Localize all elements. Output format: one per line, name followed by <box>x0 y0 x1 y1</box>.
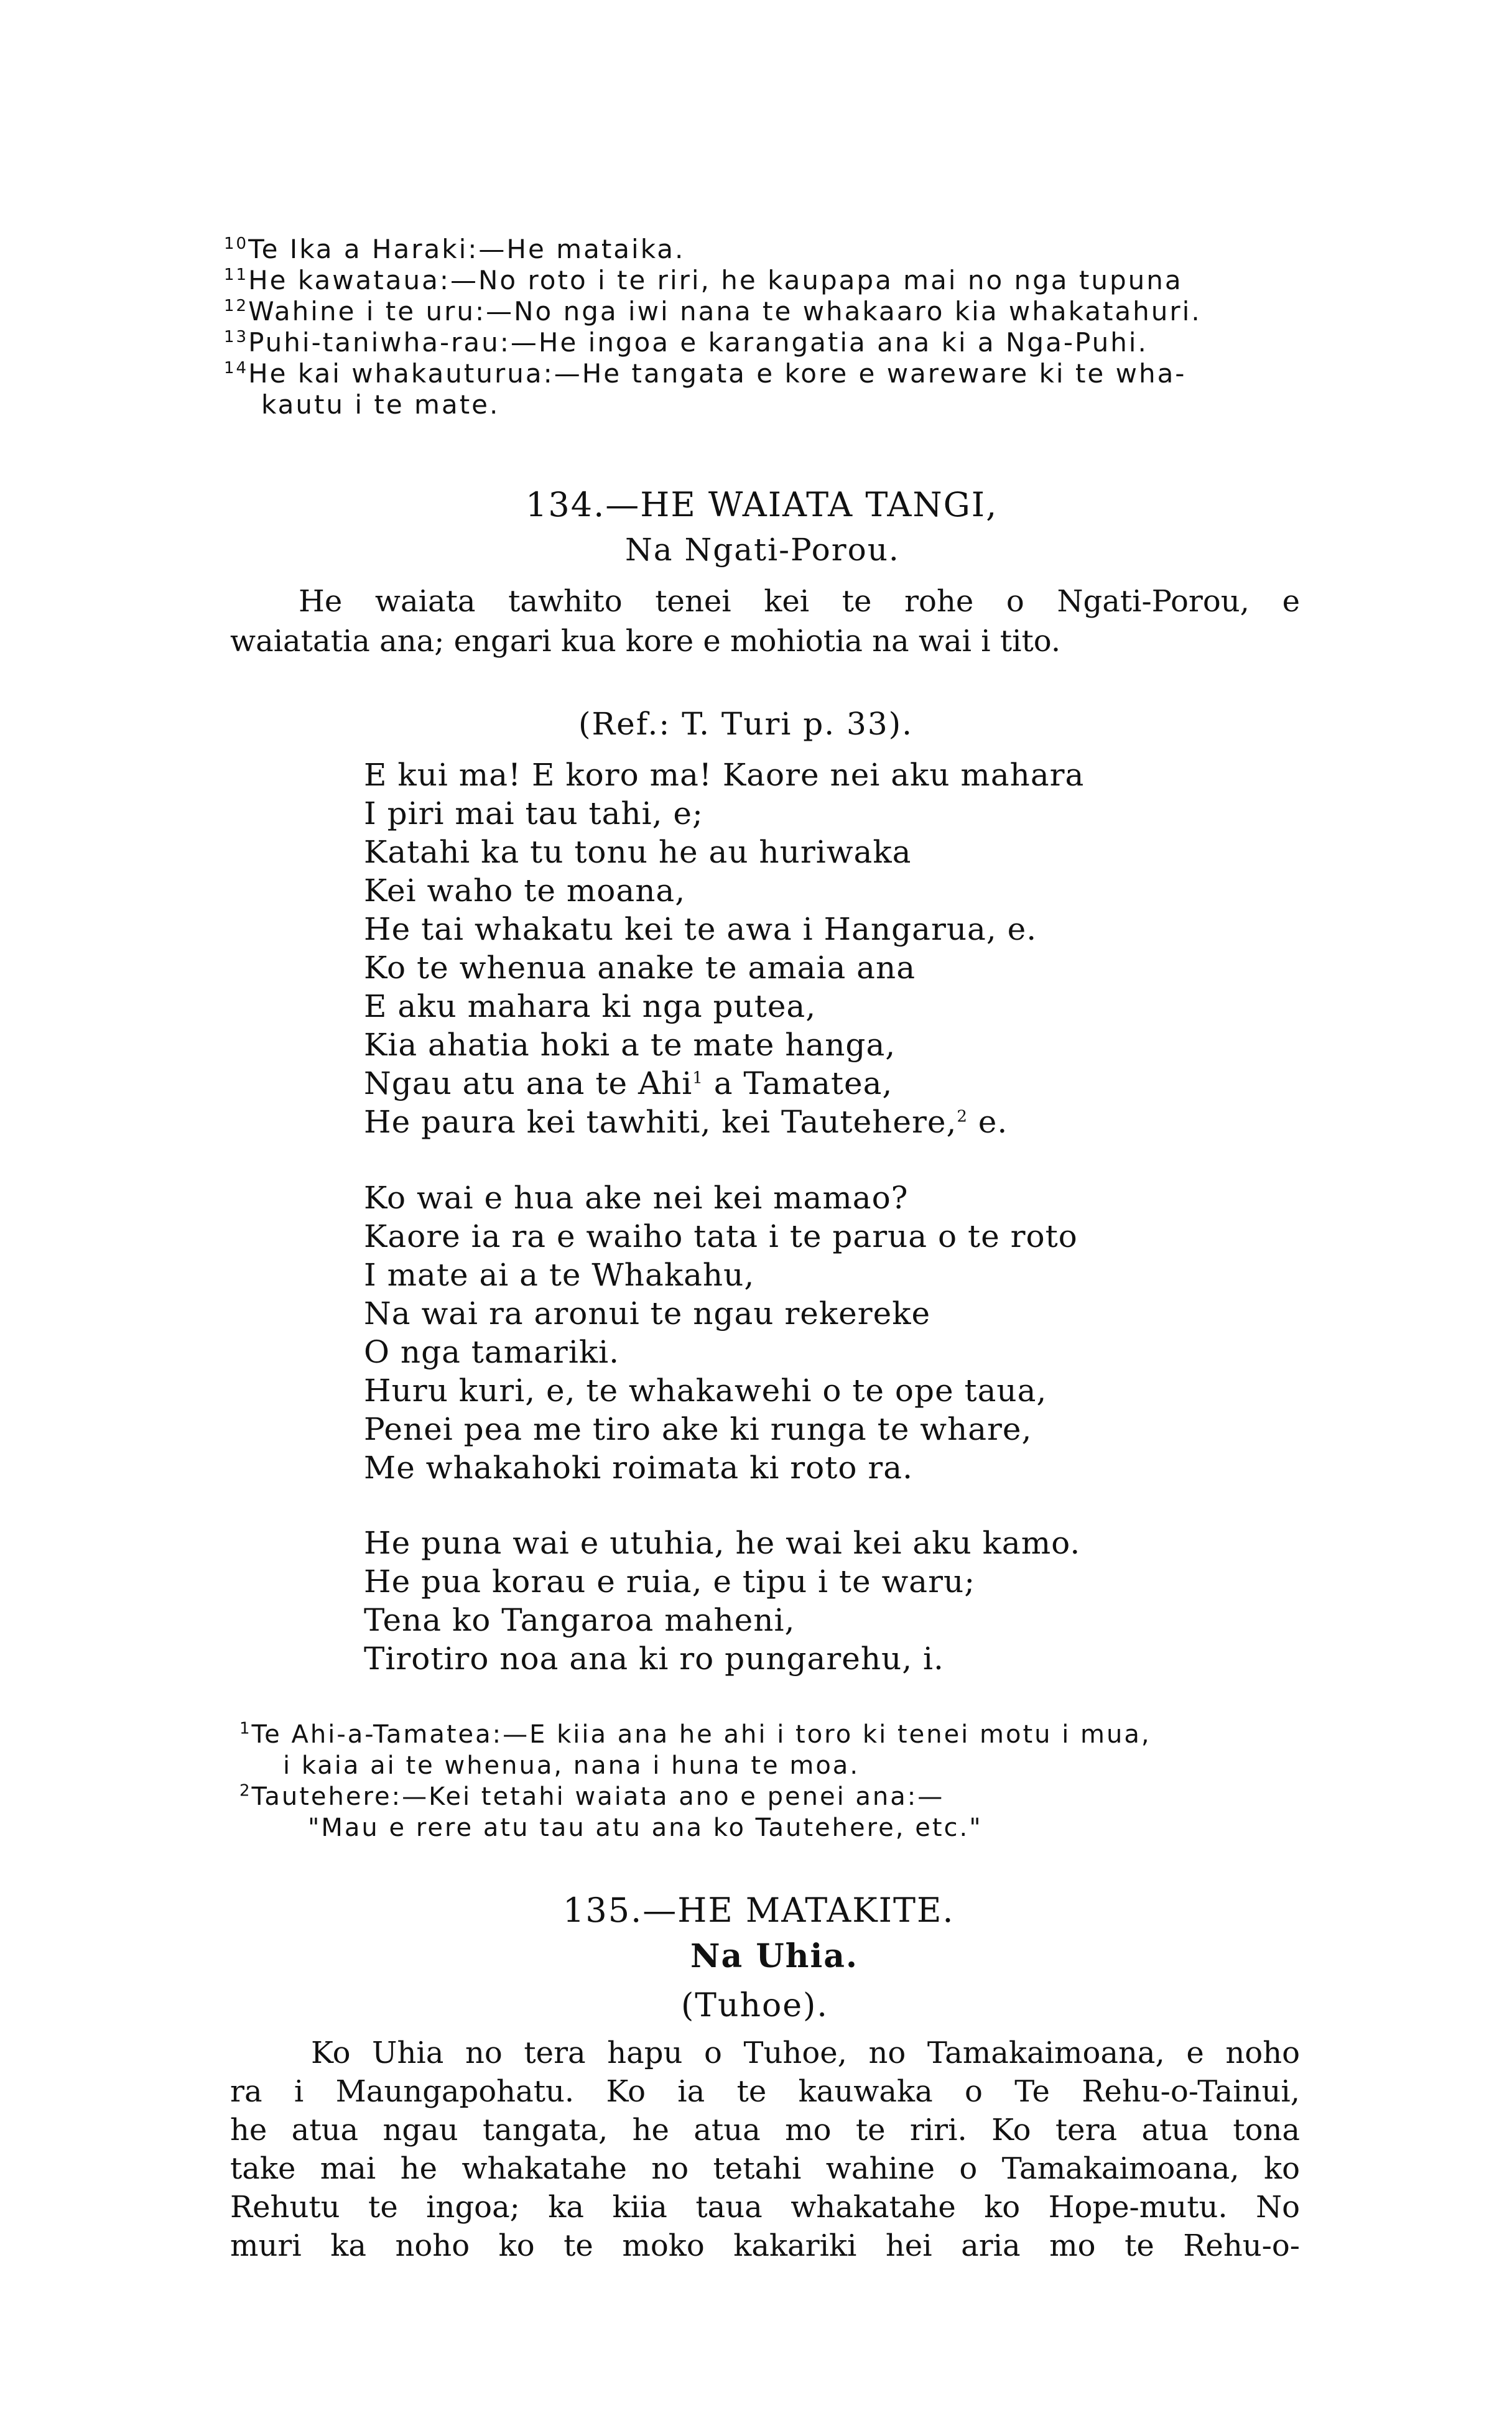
song-135-title: 135.—HE MATAKITE. <box>563 1891 955 1930</box>
paragraph-line: muri ka noho ko te moko kakariki hei aria mo te Rehu-o- <box>230 2228 1300 2263</box>
verse-line: I mate ai a te Whakahu, <box>364 1257 755 1293</box>
footnote-1-cont: i kaia ai te whenua, nana i huna te moa. <box>283 1751 860 1780</box>
verse-line: Ko te whenua anake te amaia ana <box>364 950 916 986</box>
paragraph-line: take mai he whakatahe no tetahi wahine o Tamakaimoana, ko <box>230 2151 1300 2186</box>
paragraph-line: he atua ngau tangata, he atua mo te riri. Ko tera atua tona <box>230 2113 1300 2148</box>
verse-line: O nga tamariki. <box>364 1334 619 1370</box>
paragraph-line: ra i Maungapohatu. Ko ia te kauwaka o Te Rehu-o-Tainui, <box>230 2074 1300 2109</box>
verse-line: Na wai ra aronui te ngau rekereke <box>364 1295 931 1332</box>
footnote-2: $^2$Tautehere:—Kei tetahi waiata ano e penei ana:— <box>239 1781 945 1811</box>
verse-line: Kia ahatia hoki a te mate hanga, <box>364 1027 896 1063</box>
verse-line: I piri mai tau tahi, e; <box>364 795 703 832</box>
song-134-title: 134.—HE WAIATA TANGI, <box>526 485 998 524</box>
verse-line: Penei pea me tiro ake ki runga te whare, <box>364 1411 1032 1447</box>
top-note-11: $^{11}$He kawataua:—No roto i te riri, he kaupapa mai no nga tupuna <box>224 265 1183 295</box>
top-note-10: $^{10}$Te Ika a Haraki:—He mataika. <box>224 234 685 264</box>
song-135-paragraph <box>230 2034 1300 2265</box>
verse-line: Tirotiro noa ana ki ro pungarehu, i. <box>364 1641 944 1677</box>
verse-line: He pua korau e ruia, e tipu i te waru; <box>364 1564 976 1600</box>
top-note-14: $^{14}$He kai whakauturua:—He tangata e kore e wareware ki te wha- <box>224 358 1187 389</box>
song-135-tribe: (Tuhoe). <box>681 1987 828 2024</box>
song-134-ref: (Ref.: T. Turi p. 33). <box>578 706 914 742</box>
verse-line: E aku mahara ki nga putea, <box>364 988 817 1024</box>
paragraph-line: Rehutu te ingoa; ka kiia taua whakatahe ko Hope-mutu. No <box>230 2190 1300 2225</box>
top-note-13: $^{13}$Puhi-taniwha-rau:—He ingoa e karangatia ana ki a Nga-Puhi. <box>224 327 1148 358</box>
verse-line: Ngau atu ana te Ahi$^1$ a Tamatea, <box>364 1065 893 1101</box>
song-134-subtitle: Na Ngati-Porou. <box>625 532 900 568</box>
verse-line: Me whakahoki roimata ki roto ra. <box>364 1450 913 1486</box>
verse-line: Ko wai e hua ake nei kei mamao? <box>364 1180 909 1216</box>
footnote-2-cont: "Mau e rere atu tau atu ana ko Tautehere, etc." <box>308 1814 983 1842</box>
verse-line: Tena ko Tangaroa maheni, <box>364 1602 795 1638</box>
song-134-intro <box>230 582 1300 661</box>
intro-line: He waiata tawhito tenei kei te rohe o Ngati-Porou, e <box>299 584 1300 619</box>
intro-line: waiatatia ana; engari kua kore e mohiotia na wai i tito. <box>230 624 1061 659</box>
top-note-12: $^{12}$Wahine i te uru:—No nga iwi nana te whakaaro kia whakatahuri. <box>224 296 1202 327</box>
verse-line: He tai whakatu kei te awa i Hangarua, e. <box>364 911 1037 947</box>
verse-line: Kei waho te moana, <box>364 873 686 909</box>
verse-line: Katahi ka tu tonu he au huriwaka <box>364 834 912 870</box>
song-135-subtitle: Na Uhia. <box>690 1937 859 1975</box>
verse-line: E kui ma! E koro ma! Kaore nei aku mahara <box>364 757 1085 793</box>
verse-line: Huru kuri, e, te whakawehi o te ope taua, <box>364 1373 1047 1409</box>
paragraph-line: Ko Uhia no tera hapu o Tuhoe, no Tamakaimoana, e noho <box>311 2036 1300 2070</box>
footnote-ref: 1 <box>692 1068 703 1088</box>
footnote-ref: 2 <box>957 1107 968 1126</box>
verse-line: He paura kei tawhiti, kei Tautehere,$^2$ e. <box>364 1104 1008 1140</box>
verse-line: He puna wai e utuhia, he wai kei aku kamo. <box>364 1525 1081 1561</box>
footnote-1: $^1$Te Ahi-a-Tamatea:—E kiia ana he ahi i toro ki tenei motu i mua, <box>239 1719 1151 1749</box>
verse-line: Kaore ia ra e waiho tata i te parua o te roto <box>364 1218 1078 1254</box>
top-note-14-cont: kautu i te mate. <box>261 389 500 420</box>
